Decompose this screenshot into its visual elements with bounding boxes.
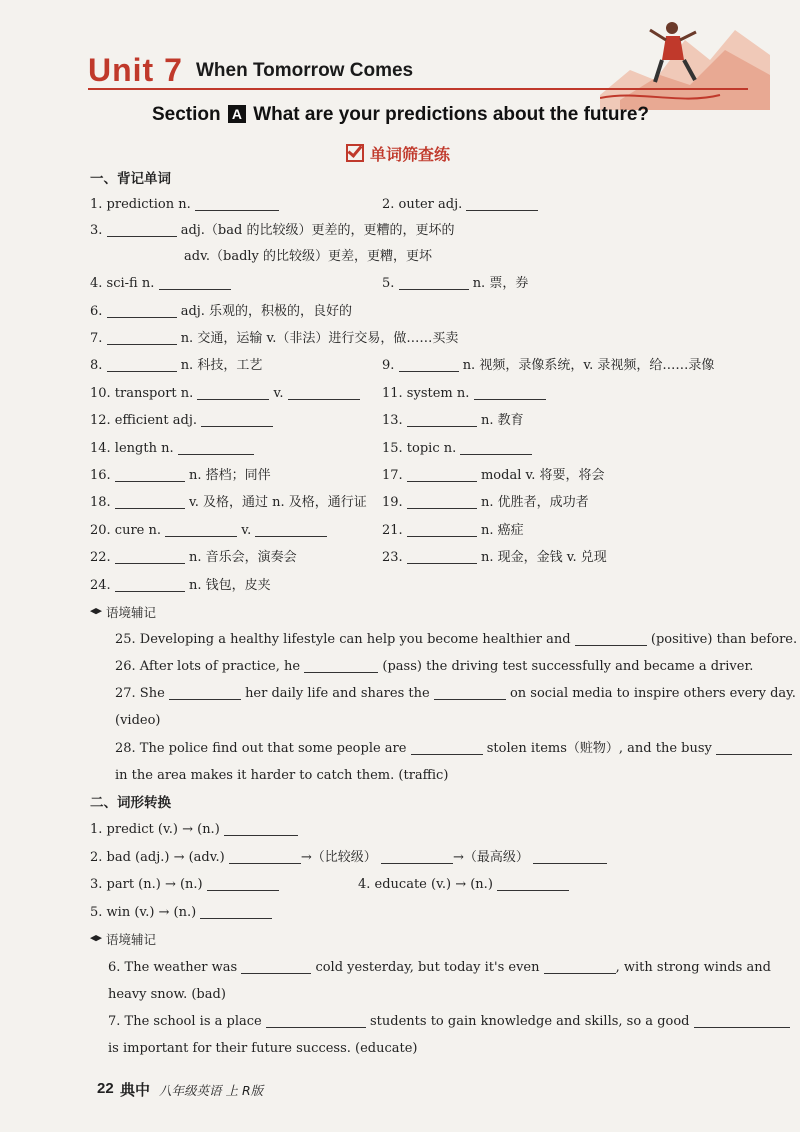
blank[interactable] bbox=[407, 495, 477, 509]
blank[interactable] bbox=[460, 441, 532, 455]
sentence-6: 6. The weather was cold yesterday, but today it's even , with strong winds and bbox=[108, 960, 771, 975]
blank[interactable] bbox=[255, 523, 327, 537]
item-10: 10. transport n. v. bbox=[90, 385, 360, 403]
sentence-27-hint: (video) bbox=[115, 713, 161, 728]
part2-heading: 二、词形转换 bbox=[90, 795, 171, 811]
blank[interactable] bbox=[115, 468, 185, 482]
item-7: 7. n. 交通，运输 v.（非法）进行交易，做……买卖 bbox=[90, 331, 459, 346]
section-prefix: Section bbox=[152, 104, 221, 125]
graduation-cap-icon bbox=[90, 608, 102, 617]
checkbox-icon bbox=[346, 144, 364, 162]
blank[interactable] bbox=[407, 413, 477, 427]
blank[interactable] bbox=[195, 197, 279, 211]
blank[interactable] bbox=[533, 850, 607, 864]
blank[interactable] bbox=[399, 358, 459, 372]
blank[interactable] bbox=[107, 331, 177, 345]
blank[interactable] bbox=[115, 550, 185, 564]
item-1: 1. prediction n. bbox=[90, 196, 279, 214]
item-3-adv: adv.（badly 的比较级）更差，更糟，更坏 bbox=[184, 249, 433, 264]
publisher-logo: 典中 bbox=[120, 1081, 151, 1099]
blank[interactable] bbox=[434, 686, 506, 700]
context-label-2: 语境辅记 bbox=[90, 931, 156, 949]
blank[interactable] bbox=[115, 578, 185, 592]
blank[interactable] bbox=[200, 905, 272, 919]
blank[interactable] bbox=[381, 850, 453, 864]
sentence-7: 7. The school is a place students to gain knowledge and skills, so a good bbox=[108, 1013, 790, 1031]
item-19: 19. n. 优胜者，成功者 bbox=[382, 495, 589, 510]
sentence-27: 27. She her daily life and shares the on social media to inspire others every day. bbox=[115, 686, 796, 701]
blank[interactable] bbox=[304, 659, 378, 673]
blank[interactable] bbox=[178, 441, 254, 455]
blank[interactable] bbox=[411, 741, 483, 755]
sentence-6-cont: heavy snow. (bad) bbox=[108, 987, 226, 1002]
page-number: 22 bbox=[97, 1080, 114, 1097]
conversion-1: 1. predict (v.) → (n.) bbox=[90, 821, 298, 839]
blank[interactable] bbox=[207, 877, 279, 891]
item-21: 21. n. 癌症 bbox=[382, 523, 524, 538]
unit-title: When Tomorrow Comes bbox=[196, 60, 414, 81]
item-15: 15. topic n. bbox=[382, 440, 532, 458]
blank[interactable] bbox=[159, 276, 231, 290]
item-20: 20. cure n. v. bbox=[90, 522, 327, 540]
section-badge: A bbox=[228, 105, 246, 123]
blank[interactable] bbox=[229, 850, 301, 864]
item-16: 16. n. 搭档；同伴 bbox=[90, 468, 271, 483]
blank[interactable] bbox=[169, 686, 241, 700]
item-5: 5. n. 票，券 bbox=[382, 276, 529, 291]
blank[interactable] bbox=[197, 386, 269, 400]
item-4: 4. sci-fi n. bbox=[90, 275, 231, 293]
section-title bbox=[152, 104, 649, 126]
blank[interactable] bbox=[107, 358, 177, 372]
blank[interactable] bbox=[694, 1014, 790, 1028]
header-divider bbox=[88, 88, 748, 90]
part1-heading: 一、背记单词 bbox=[90, 171, 171, 187]
item-12: 12. efficient adj. bbox=[90, 412, 273, 430]
blank[interactable] bbox=[407, 468, 477, 482]
sentence-28-cont: in the area makes it harder to catch them. (traffic) bbox=[115, 768, 449, 783]
graduation-cap-icon bbox=[90, 935, 102, 944]
blank[interactable] bbox=[165, 523, 237, 537]
blank[interactable] bbox=[107, 223, 177, 237]
item-8: 8. n. 科技，工艺 bbox=[90, 358, 263, 373]
blank[interactable] bbox=[407, 523, 477, 537]
blank[interactable] bbox=[399, 276, 469, 290]
book-title: 八年级英语 上 R版 bbox=[159, 1083, 264, 1098]
sentence-28: 28. The police find out that some people are stolen items（赃物）, and the busy bbox=[115, 740, 792, 758]
sentence-7-cont: is important for their future success. (educate) bbox=[108, 1041, 418, 1056]
blank[interactable] bbox=[241, 960, 311, 974]
sentence-26: 26. After lots of practice, he (pass) the driving test successfully and became a driver. bbox=[115, 659, 754, 674]
item-18: 18. v. 及格，通过 n. 及格，通行证 bbox=[90, 495, 367, 510]
blank[interactable] bbox=[716, 741, 792, 755]
unit-number: Unit 7 bbox=[88, 52, 183, 88]
conversion-4: 4. educate (v.) → (n.) bbox=[358, 876, 569, 894]
blank[interactable] bbox=[466, 197, 538, 211]
blank[interactable] bbox=[407, 550, 477, 564]
subheading bbox=[346, 142, 450, 165]
sentence-25: 25. Developing a healthy lifestyle can help you become healthier and (positive) than before. bbox=[115, 632, 798, 647]
subheading-text: 单词筛查练 bbox=[370, 145, 451, 164]
item-13: 13. n. 教育 bbox=[382, 413, 524, 428]
blank[interactable] bbox=[115, 495, 185, 509]
blank[interactable] bbox=[575, 632, 647, 646]
blank[interactable] bbox=[474, 386, 546, 400]
item-24: 24. n. 钱包，皮夹 bbox=[90, 578, 271, 593]
conversion-3: 3. part (n.) → (n.) bbox=[90, 876, 279, 894]
item-9: 9. n. 视频，录像系统，v. 录视频，给……录像 bbox=[382, 358, 715, 373]
blank[interactable] bbox=[544, 960, 616, 974]
blank[interactable] bbox=[266, 1014, 366, 1028]
item-22: 22. n. 音乐会，演奏会 bbox=[90, 550, 297, 565]
item-2: 2. outer adj. bbox=[382, 196, 538, 214]
item-14: 14. length n. bbox=[90, 440, 254, 458]
blank[interactable] bbox=[288, 386, 360, 400]
conversion-2: 2. bad (adj.) → (adv.) →（比较级） →（最高级） bbox=[90, 849, 607, 867]
conversion-5: 5. win (v.) → (n.) bbox=[90, 904, 272, 922]
blank[interactable] bbox=[107, 304, 177, 318]
item-6: 6. adj. 乐观的，积极的，良好的 bbox=[90, 304, 353, 319]
item-17: 17. modal v. 将要，将会 bbox=[382, 468, 605, 483]
section-question: What are your predictions about the future? bbox=[253, 104, 650, 125]
mountain-climber-illustration bbox=[600, 10, 770, 110]
item-3: 3. adj.（bad 的比较级）更差的，更糟的，更坏的 bbox=[90, 223, 455, 238]
item-23: 23. n. 现金，金钱 v. 兑现 bbox=[382, 550, 607, 565]
blank[interactable] bbox=[497, 877, 569, 891]
context-label-1: 语境辅记 bbox=[90, 604, 156, 622]
blank[interactable] bbox=[224, 822, 298, 836]
item-11: 11. system n. bbox=[382, 385, 546, 403]
blank[interactable] bbox=[201, 413, 273, 427]
